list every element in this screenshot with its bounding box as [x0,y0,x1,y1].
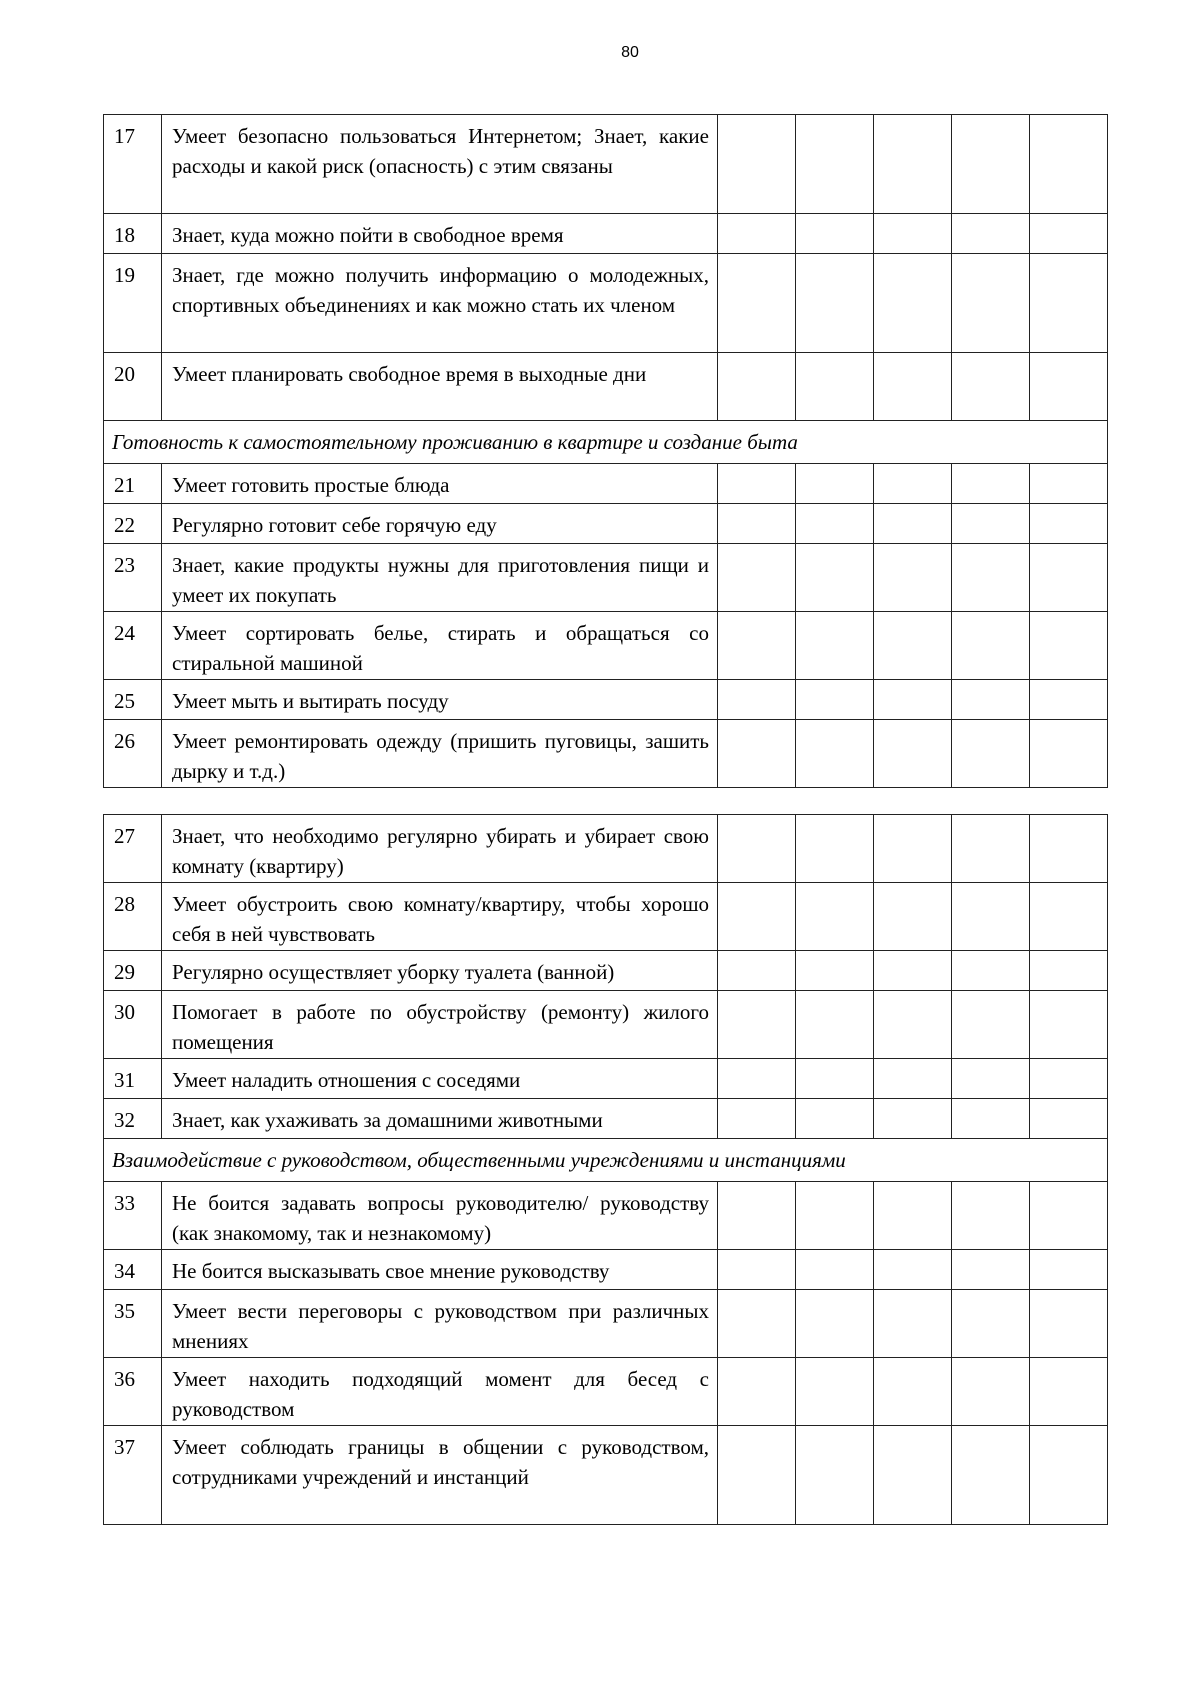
score-cell[interactable] [874,883,952,951]
section-title: Готовность к самостоятельному проживанию в квартире и создание быта [104,421,1108,464]
score-cell[interactable] [718,115,796,214]
score-cell[interactable] [952,815,1030,883]
item-number: 26 [104,720,162,788]
score-cell[interactable] [952,115,1030,214]
item-number: 28 [104,883,162,951]
score-cell[interactable] [952,1059,1030,1099]
table-row [104,883,1108,951]
item-description: Знает, как ухаживать за домашними животными [162,1099,718,1139]
score-cell[interactable] [796,1182,874,1250]
table-row [104,720,1108,788]
table-row [104,353,1108,421]
score-cell[interactable] [718,504,796,544]
table-row [104,1099,1108,1139]
item-description: Знает, где можно получить информацию о молодежных, спортивных объединениях и как можно стать их членом [162,254,718,353]
item-description: Умеет мыть и вытирать посуду [162,680,718,720]
score-cell[interactable] [952,504,1030,544]
score-cell[interactable] [874,544,952,612]
score-cell[interactable] [1030,1358,1108,1426]
score-cell[interactable] [796,544,874,612]
score-cell[interactable] [1030,115,1108,214]
score-cell[interactable] [874,680,952,720]
score-cell[interactable] [952,544,1030,612]
score-cell[interactable] [796,1099,874,1139]
score-cell[interactable] [796,353,874,421]
item-description: Помогает в работе по обустройству (ремонту) жилого помещения [162,991,718,1059]
table-row [104,1358,1108,1426]
score-cell[interactable] [718,815,796,883]
score-cell[interactable] [796,115,874,214]
score-cell[interactable] [718,1182,796,1250]
score-cell[interactable] [796,1358,874,1426]
score-cell[interactable] [718,254,796,353]
score-cell[interactable] [874,254,952,353]
score-cell[interactable] [796,883,874,951]
item-number: 23 [104,544,162,612]
score-cell[interactable] [874,1099,952,1139]
item-number: 24 [104,612,162,680]
item-description: Умеет обустроить свою комнату/квартиру, чтобы хорошо себя в ней чувствовать [162,883,718,951]
score-cell[interactable] [874,1426,952,1525]
item-number: 20 [104,353,162,421]
item-description: Умеет сортировать белье, стирать и обращаться со стиральной машиной [162,612,718,680]
table-row [104,680,1108,720]
table-row [104,214,1108,254]
section-header-row [104,1139,1108,1182]
score-cell[interactable] [874,115,952,214]
score-cell[interactable] [952,612,1030,680]
score-cell[interactable] [952,951,1030,991]
item-description: Знает, куда можно пойти в свободное время [162,214,718,254]
score-cell[interactable] [952,1358,1030,1426]
score-cell[interactable] [796,1059,874,1099]
score-cell[interactable] [796,720,874,788]
score-cell[interactable] [952,991,1030,1059]
score-cell[interactable] [874,1290,952,1358]
item-number: 33 [104,1182,162,1250]
item-description: Умеет готовить простые блюда [162,464,718,504]
score-cell[interactable] [874,1059,952,1099]
score-cell[interactable] [718,720,796,788]
score-cell[interactable] [718,544,796,612]
score-cell[interactable] [796,1250,874,1290]
score-cell[interactable] [796,254,874,353]
item-description: Умеет вести переговоры с руководством при различных мнениях [162,1290,718,1358]
item-description: Регулярно готовит себе горячую еду [162,504,718,544]
score-cell[interactable] [1030,353,1108,421]
score-cell[interactable] [796,504,874,544]
score-cell[interactable] [1030,1099,1108,1139]
score-cell[interactable] [952,464,1030,504]
score-cell[interactable] [874,464,952,504]
score-cell[interactable] [874,1182,952,1250]
score-cell[interactable] [718,464,796,504]
item-number: 36 [104,1358,162,1426]
item-number: 29 [104,951,162,991]
score-cell[interactable] [874,504,952,544]
table-row [104,1426,1108,1525]
score-cell[interactable] [1030,1059,1108,1099]
item-number: 27 [104,815,162,883]
score-cell[interactable] [952,1290,1030,1358]
item-number: 25 [104,680,162,720]
score-cell[interactable] [718,1290,796,1358]
item-number: 30 [104,991,162,1059]
score-cell[interactable] [718,1099,796,1139]
table-row [104,612,1108,680]
item-number: 21 [104,464,162,504]
score-cell[interactable] [796,1290,874,1358]
score-cell[interactable] [1030,504,1108,544]
item-description: Умеет наладить отношения с соседями [162,1059,718,1099]
score-cell[interactable] [718,1059,796,1099]
item-number: 19 [104,254,162,353]
score-cell[interactable] [718,353,796,421]
section-title: Взаимодействие с руководством, общественными учреждениями и инстанциями [104,1139,1108,1182]
score-cell[interactable] [718,680,796,720]
score-cell[interactable] [1030,680,1108,720]
score-cell[interactable] [952,214,1030,254]
table-row [104,1059,1108,1099]
score-cell[interactable] [1030,254,1108,353]
item-description: Знает, какие продукты нужны для приготовления пищи и умеет их покупать [162,544,718,612]
item-number: 17 [104,115,162,214]
score-cell[interactable] [1030,1182,1108,1250]
item-description: Умеет находить подходящий момент для бесед с руководством [162,1358,718,1426]
item-number: 35 [104,1290,162,1358]
item-description: Умеет планировать свободное время в выходные дни [162,353,718,421]
score-cell[interactable] [718,1250,796,1290]
checklist-table [103,114,1108,788]
table-row [104,464,1108,504]
score-cell[interactable] [952,1099,1030,1139]
table-row [104,815,1108,883]
table-row [104,544,1108,612]
table-row [104,951,1108,991]
item-description: Не боится задавать вопросы руководителю/ руководству (как знакомому, так и незнакомому) [162,1182,718,1250]
score-cell[interactable] [952,883,1030,951]
score-cell[interactable] [796,1426,874,1525]
item-number: 31 [104,1059,162,1099]
score-cell[interactable] [796,815,874,883]
score-cell[interactable] [874,991,952,1059]
score-cell[interactable] [874,612,952,680]
score-cell[interactable] [874,1250,952,1290]
score-cell[interactable] [718,991,796,1059]
score-cell[interactable] [1030,1426,1108,1525]
score-cell[interactable] [718,214,796,254]
score-cell[interactable] [796,951,874,991]
score-cell[interactable] [874,720,952,788]
score-cell[interactable] [796,464,874,504]
item-description: Умеет ремонтировать одежду (пришить пуговицы, зашить дырку и т.д.) [162,720,718,788]
item-description: Знает, что необходимо регулярно убирать и убирает свою комнату (квартиру) [162,815,718,883]
item-description: Регулярно осуществляет уборку туалета (ванной) [162,951,718,991]
score-cell[interactable] [796,991,874,1059]
item-number: 18 [104,214,162,254]
score-cell[interactable] [1030,815,1108,883]
item-number: 32 [104,1099,162,1139]
page-number: 80 [621,44,639,61]
score-cell[interactable] [1030,1250,1108,1290]
score-cell[interactable] [796,680,874,720]
score-cell[interactable] [1030,214,1108,254]
table-row [104,1182,1108,1250]
score-cell[interactable] [1030,951,1108,991]
item-number: 37 [104,1426,162,1525]
score-cell[interactable] [952,720,1030,788]
score-cell[interactable] [1030,991,1108,1059]
table-row [104,1250,1108,1290]
score-cell[interactable] [874,353,952,421]
item-description: Умеет соблюдать границы в общении с руководством, сотрудниками учреждений и инстанций [162,1426,718,1525]
score-cell[interactable] [718,1426,796,1525]
score-cell[interactable] [874,1358,952,1426]
score-cell[interactable] [796,612,874,680]
checklist-table [103,814,1108,1525]
table-row [104,1290,1108,1358]
score-cell[interactable] [952,1426,1030,1525]
score-cell[interactable] [1030,544,1108,612]
score-cell[interactable] [1030,1290,1108,1358]
score-cell[interactable] [1030,883,1108,951]
score-cell[interactable] [874,951,952,991]
score-cell[interactable] [718,1358,796,1426]
table-row [104,254,1108,353]
section-header-row [104,421,1108,464]
score-cell[interactable] [718,612,796,680]
score-cell[interactable] [874,815,952,883]
score-cell[interactable] [796,214,874,254]
item-number: 22 [104,504,162,544]
score-cell[interactable] [952,353,1030,421]
score-cell[interactable] [718,883,796,951]
score-cell[interactable] [874,214,952,254]
score-cell[interactable] [952,680,1030,720]
score-cell[interactable] [1030,612,1108,680]
item-number: 34 [104,1250,162,1290]
score-cell[interactable] [718,951,796,991]
score-cell[interactable] [952,1250,1030,1290]
score-cell[interactable] [1030,464,1108,504]
item-description: Не боится высказывать свое мнение руководству [162,1250,718,1290]
score-cell[interactable] [952,254,1030,353]
item-description: Умеет безопасно пользоваться Интернетом; Знает, какие расходы и какой риск (опасность) с этим связаны [162,115,718,214]
score-cell[interactable] [1030,720,1108,788]
table-row [104,991,1108,1059]
table-row [104,504,1108,544]
table-row [104,115,1108,214]
score-cell[interactable] [952,1182,1030,1250]
